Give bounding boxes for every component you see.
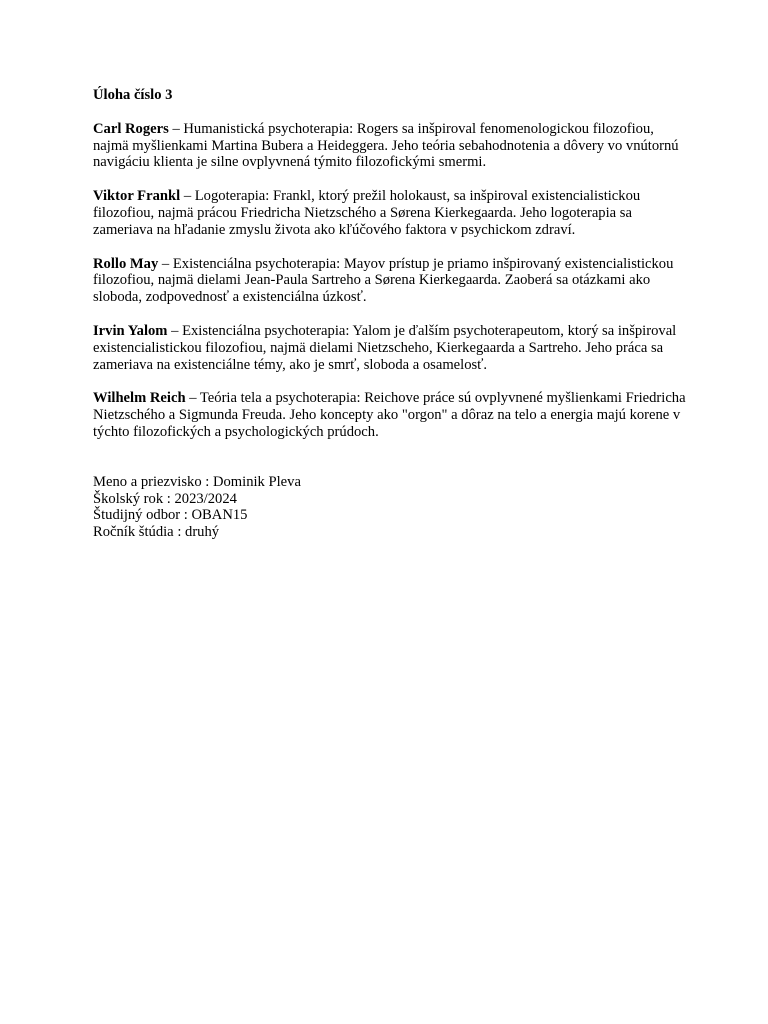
entry-separator: – xyxy=(158,255,173,272)
entry-irvin-yalom xyxy=(93,323,693,373)
entry-text: Logoterapia: Frankl, ktorý prežil holokaust, sa inšpiroval existencialistickou filozofiou, najmä prácou Friedricha Nietzschého a Sørena Kierkegaarda. Jeho logoterapia sa zameriava na hľadanie zmyslu života ako kľúčového faktora v psychickom zdraví. xyxy=(93,188,641,238)
entry-name: Viktor Frankl xyxy=(93,188,181,205)
document-title: Úloha číslo 3 xyxy=(93,87,173,103)
entry-carl-rogers xyxy=(93,121,693,171)
entry-wilhelm-reich xyxy=(93,390,693,440)
entry-separator: – xyxy=(167,322,183,339)
document-body xyxy=(93,87,693,541)
entry-text: Teória tela a psychoterapia: Reichove práce sú ovplyvnené myšlienkami Friedricha Nietzschého a Sigmunda Freuda. Jeho koncepty ako "orgon" a dôraz na telo a energia majú korene v týchto filozofických a psychologických prúdoch. xyxy=(93,390,686,440)
student-name-line: Meno a priezvisko : Dominik Pleva xyxy=(93,473,301,490)
entry-rollo-may xyxy=(93,256,693,306)
school-year-line: Školský rok : 2023/2024 xyxy=(93,490,237,507)
entry-viktor-frankl xyxy=(93,188,693,238)
entry-separator: – xyxy=(185,390,200,407)
student-info xyxy=(93,474,693,541)
entry-text: Existenciálna psychoterapia: Yalom je ďalším psychoterapeutom, ktorý sa inšpiroval existencialistickou filozofiou, najmä dielami Nietzscheho, Kierkegaarda a Sartreho. Jeho práca sa zameriava na existenciálne témy, ako je smrť, sloboda a osamelosť. xyxy=(93,322,677,373)
field-of-study-line: Študijný odbor : OBAN15 xyxy=(93,507,248,524)
year-of-study-line: Ročník štúdia : druhý xyxy=(93,524,220,541)
entry-separator: – xyxy=(168,120,184,137)
entry-text: Humanistická psychoterapia: Rogers sa inšpiroval fenomenologickou filozofiou, najmä myšlienkami Martina Bubera a Heideggera. Jeho teória sebahodnotenia a dôvery vo vnútornú navigáciu klienta je silne ovplyvnená týmito filozofickými smermi. xyxy=(93,120,679,171)
entry-name: Carl Rogers xyxy=(93,120,169,137)
entry-text: Existenciálna psychoterapia: Mayov prístup je priamo inšpirovaný existencialistickou filozofiou, najmä dielami Jean-Paula Sartreho a Sørena Kierkegaarda. Zaoberá sa otázkami ako sloboda, zodpovednosť a existenciálna úzkosť. xyxy=(93,255,674,306)
entry-name: Irvin Yalom xyxy=(93,322,168,339)
entry-separator: – xyxy=(180,188,195,205)
entry-name: Wilhelm Reich xyxy=(93,390,186,407)
entry-name: Rollo May xyxy=(93,255,159,272)
